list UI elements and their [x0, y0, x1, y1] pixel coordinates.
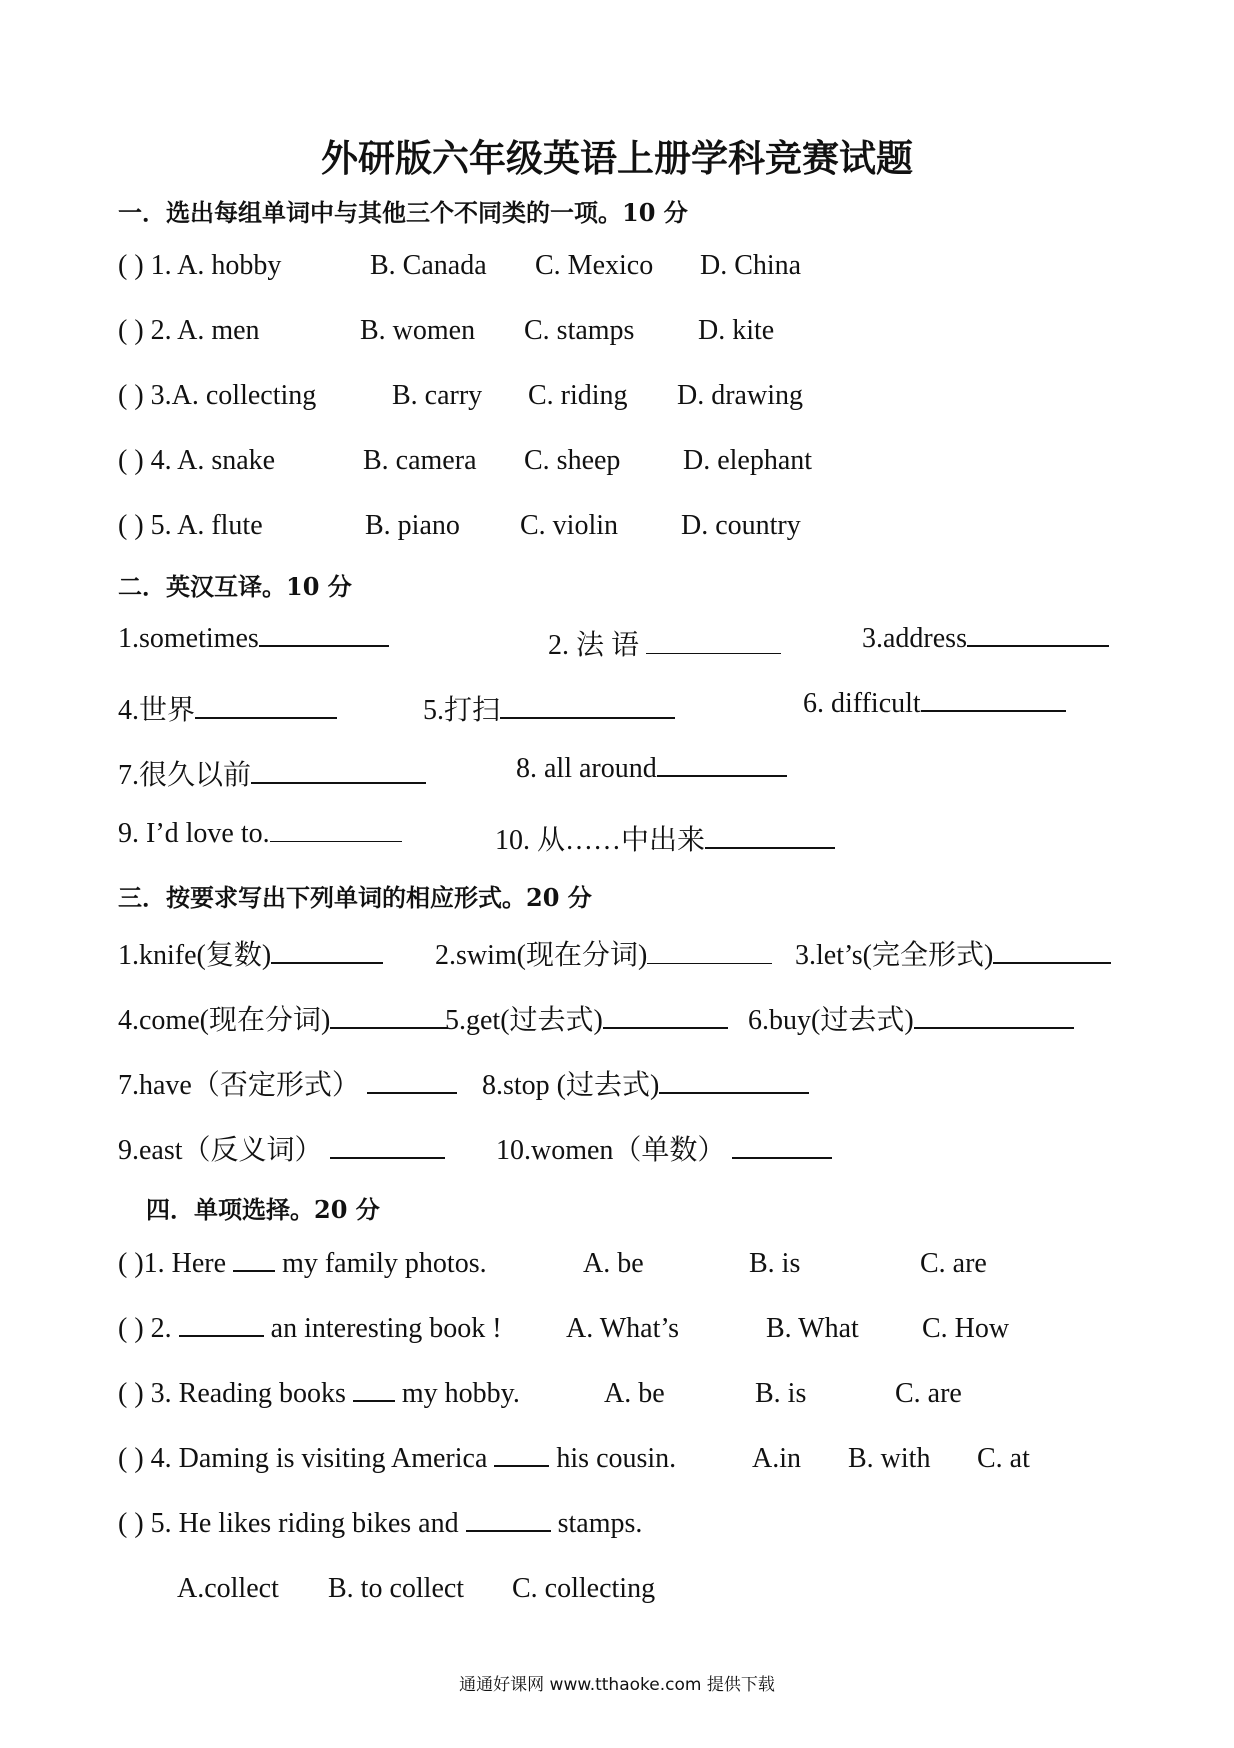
option-d: D. country	[681, 510, 801, 541]
translate-item	[423, 688, 675, 728]
item-text: 2. 法 语	[548, 630, 640, 661]
translate-item	[862, 623, 1109, 655]
translate-item	[118, 753, 426, 793]
option-c: C. Mexico	[535, 250, 654, 281]
answer-blank[interactable]	[500, 695, 675, 719]
item-text: 6.buy(过去式)	[748, 1005, 914, 1036]
item-text: 10.women（单数）	[496, 1135, 726, 1166]
answer-blank[interactable]	[251, 760, 426, 784]
question-stem: ( ) 2. A. men	[118, 315, 260, 346]
option-b: B. is	[755, 1378, 807, 1409]
answer-blank[interactable]	[993, 940, 1111, 964]
answer-blank[interactable]	[259, 623, 389, 647]
answer-blank[interactable]	[705, 825, 835, 849]
answer-blank[interactable]	[330, 1005, 448, 1029]
answer-blank[interactable]	[646, 631, 781, 654]
option-b: B. Canada	[370, 250, 487, 281]
option-d: D. drawing	[677, 380, 803, 411]
page-title: 外研版六年级英语上册学科竞赛试题	[321, 136, 913, 180]
question-text: ( ) 5. He likes riding bikes and stamps.	[118, 1508, 643, 1539]
word-form-item	[795, 933, 1111, 973]
question-text: ( ) 3. Reading books my hobby.	[118, 1378, 520, 1409]
item-text: 8. all around	[516, 753, 657, 784]
item-text: 10. 从……中出来	[495, 825, 706, 856]
question-stem: ( ) 1. A. hobby	[118, 250, 282, 281]
item-text: 9.east（反义词）	[118, 1135, 323, 1166]
answer-blank[interactable]	[659, 1070, 809, 1094]
option-b: B. women	[360, 315, 476, 346]
option-c: C. are	[920, 1248, 987, 1279]
item-text: 5.打扫	[423, 695, 501, 726]
answer-blank[interactable]	[233, 1248, 275, 1272]
option-d: D. elephant	[683, 445, 813, 476]
item-text: 3.let’s(完全形式)	[795, 940, 994, 971]
word-form-item	[118, 933, 383, 973]
translate-item	[118, 688, 337, 728]
question-stem: ( ) 4. A. snake	[118, 445, 276, 476]
translate-item	[548, 623, 781, 663]
item-text: 1.sometimes	[118, 623, 259, 654]
answer-blank[interactable]	[603, 1005, 728, 1029]
option-d: D. kite	[698, 315, 775, 346]
option-c: C. How	[922, 1313, 1010, 1344]
answer-blank[interactable]	[494, 1443, 549, 1467]
option-a: A.in	[752, 1443, 801, 1474]
item-text: 5.get(过去式)	[445, 1005, 603, 1036]
option-b: B. is	[749, 1248, 801, 1279]
option-b: B. with	[848, 1443, 931, 1474]
answer-blank[interactable]	[647, 941, 772, 964]
item-text: 7.have（否定形式）	[118, 1070, 360, 1101]
word-form-item	[482, 1063, 809, 1103]
answer-blank[interactable]	[921, 688, 1066, 712]
item-text: 7.很久以前	[118, 760, 252, 791]
answer-blank[interactable]	[466, 1508, 551, 1532]
translate-item	[495, 818, 835, 858]
question-text: ( )1. Here my family photos.	[118, 1248, 487, 1279]
translate-item	[118, 818, 402, 850]
question-stem: ( ) 5. A. flute	[118, 510, 263, 541]
answer-blank[interactable]	[732, 1135, 832, 1159]
item-text: 3.address	[862, 623, 967, 654]
option-c: C. riding	[528, 380, 628, 411]
option-c: C. collecting	[512, 1573, 656, 1604]
option-c: C. at	[977, 1443, 1030, 1474]
answer-blank[interactable]	[195, 695, 337, 719]
option-b: B. to collect	[328, 1573, 465, 1604]
section-4-heading: 四．单项选择。20 分	[146, 1195, 380, 1224]
option-c: C. stamps	[524, 315, 635, 346]
word-form-item	[118, 998, 448, 1038]
item-text: 6. difficult	[803, 688, 921, 719]
question-text: ( ) 4. Daming is visiting America his cousin.	[118, 1443, 677, 1474]
word-form-item	[118, 1128, 445, 1168]
option-a: A. be	[583, 1248, 644, 1279]
option-c: C. violin	[520, 510, 619, 541]
section-2-heading: 二．英汉互译。10 分	[118, 572, 352, 601]
option-b: B. carry	[392, 380, 483, 411]
option-b: B. camera	[363, 445, 477, 476]
item-text: 1.knife(复数)	[118, 940, 272, 971]
item-text: 2.swim(现在分词)	[435, 940, 648, 971]
option-b: B. What	[766, 1313, 859, 1344]
answer-blank[interactable]	[967, 623, 1109, 647]
translate-item	[803, 688, 1066, 720]
option-a: A.collect	[177, 1573, 279, 1604]
option-a: A. What’s	[566, 1313, 680, 1344]
answer-blank[interactable]	[270, 819, 402, 842]
question-text: ( ) 2. an interesting book !	[118, 1313, 502, 1344]
option-c: C. sheep	[524, 445, 621, 476]
translate-item	[118, 623, 389, 655]
section-3-heading: 三．按要求写出下列单词的相应形式。20 分	[118, 883, 592, 912]
item-text: 4.世界	[118, 695, 196, 726]
item-text: 9. I’d love to.	[118, 818, 270, 849]
answer-blank[interactable]	[179, 1313, 264, 1337]
option-a: A. be	[604, 1378, 665, 1409]
answer-blank[interactable]	[353, 1378, 395, 1402]
answer-blank[interactable]	[367, 1070, 457, 1094]
footer-source: 通通好课网 www.tthaoke.com 提供下载	[459, 1675, 775, 1695]
answer-blank[interactable]	[914, 1005, 1074, 1029]
option-c: C. are	[895, 1378, 962, 1409]
item-text: 4.come(现在分词)	[118, 1005, 331, 1036]
word-form-item	[118, 1063, 457, 1103]
word-form-item	[435, 933, 772, 973]
answer-blank[interactable]	[657, 753, 787, 777]
option-d: D. China	[700, 250, 802, 281]
word-form-item	[748, 998, 1074, 1038]
answer-blank[interactable]	[330, 1135, 445, 1159]
word-form-item	[496, 1128, 832, 1168]
option-b: B. piano	[365, 510, 460, 541]
word-form-item	[445, 998, 728, 1038]
answer-blank[interactable]	[271, 940, 383, 964]
question-stem: ( ) 3.A. collecting	[118, 380, 317, 411]
translate-item	[516, 753, 787, 785]
item-text: 8.stop (过去式)	[482, 1070, 660, 1101]
section-1-heading: 一．选出每组单词中与其他三个不同类的一项。10 分	[118, 198, 688, 227]
